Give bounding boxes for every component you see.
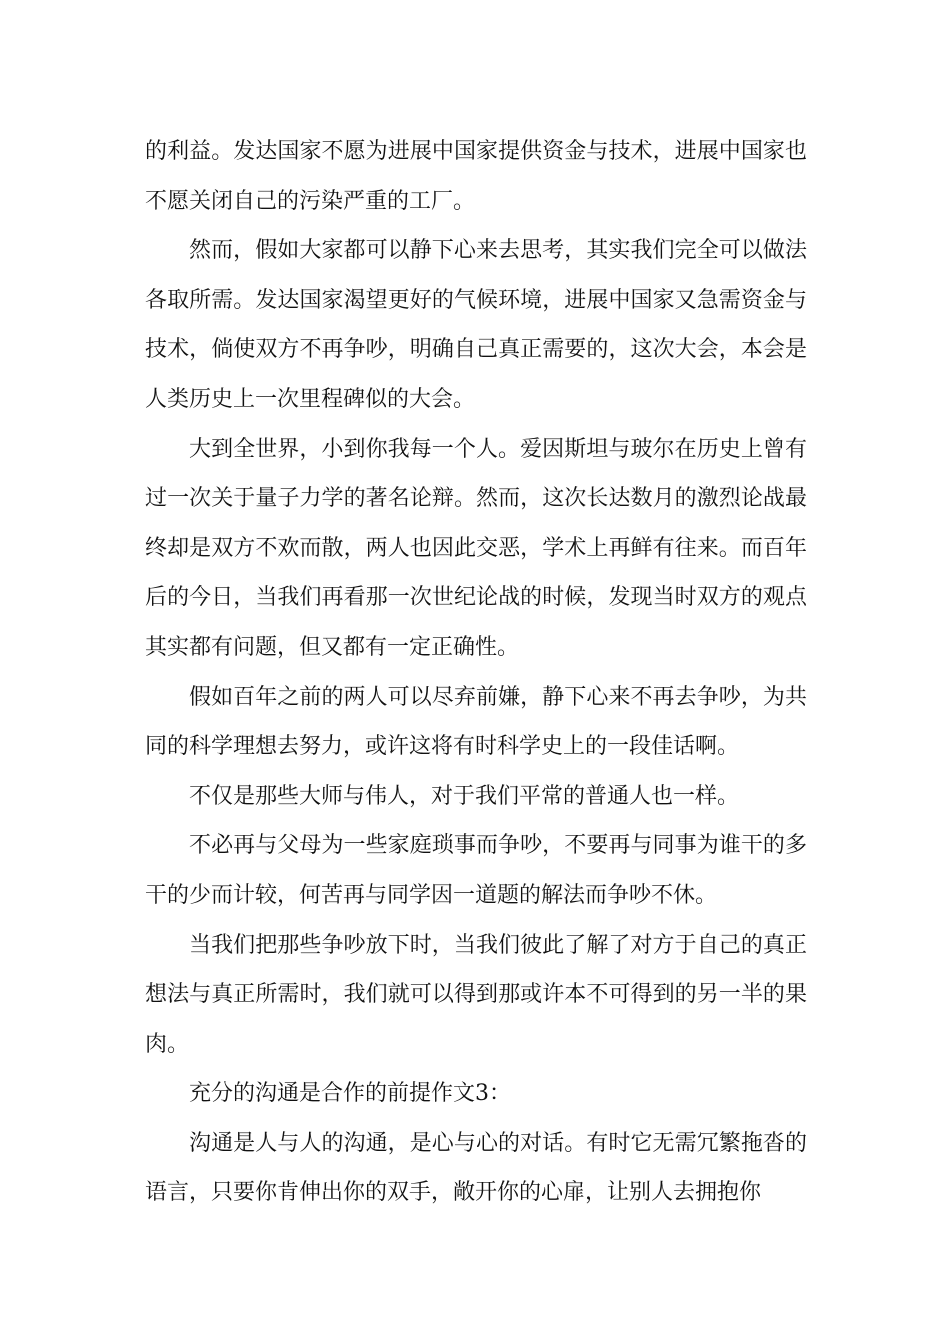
document-body [145,127,807,1218]
paragraph: 沟通是人与人的沟通，是心与心的对话。有时它无需冗繁拖沓的语言，只要你肯伸出你的双手，敞开你的心扉，让别人去拥抱你 [145,1130,807,1206]
paragraph: 假如百年之前的两人可以尽弃前嫌，静下心来不再去争吵，为共同的科学理想去努力，或许这将有时科学史上的一段佳话啊。 [145,684,807,760]
paragraph: 当我们把那些争吵放下时，当我们彼此了解了对方于自己的真正想法与真正所需时，我们就可以得到那或许本不可得到的另一半的果肉。 [145,932,807,1057]
paragraph: 大到全世界，小到你我每一个人。爱因斯坦与玻尔在历史上曾有过一次关于量子力学的著名论辩。然而，这次长达数月的激烈论战最终却是双方不欢而散，两人也因此交恶，学术上再鲜有往来。而百年后的今日，当我们再看那一次世纪论战的时候，发现当时双方的观点其实都有问题，但又都有一定正确性。 [145,436,807,660]
paragraph: 不仅是那些大师与伟人，对于我们平常的普通人也一样。 [189,783,740,809]
paragraph: 然而，假如大家都可以静下心来去思考，其实我们完全可以做法各取所需。发达国家渴望更好的气候环境，进展中国家又急需资金与技术，倘使双方不再争吵，明确自己真正需要的，这次大会，本会是人类历史上一次里程碑似的大会。 [145,238,807,412]
paragraph: 不必再与父母为一些家庭琐事而争吵，不要再与同事为谁干的多干的少而计较，何苦再与同学因一道题的解法而争吵不休。 [145,833,807,908]
paragraph-continuation: 的利益。发达国家不愿为进展中国家提供资金与技术，进展中国家也不愿关闭自己的污染严重的工厂。 [145,139,807,214]
section-heading: 充分的沟通是合作的前提作文3： [189,1081,511,1107]
